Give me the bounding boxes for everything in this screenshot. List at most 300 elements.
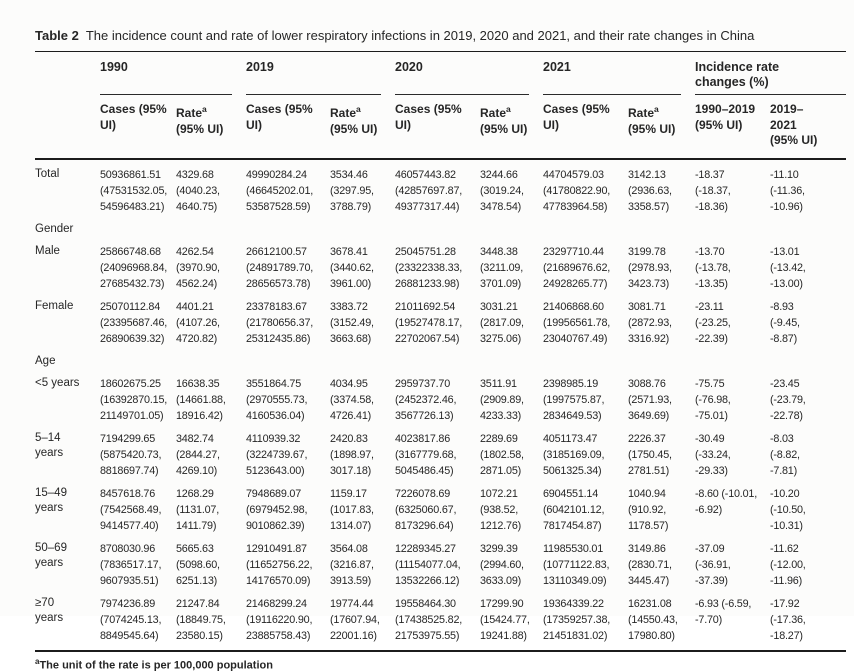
data-cell [330,244,395,292]
data-cell [246,431,330,479]
data-cell [770,244,846,292]
row-label [35,486,100,534]
cell-line: 3383.72 [330,299,395,315]
data-cell [246,486,330,534]
data-cell [330,541,395,589]
data-cell [543,596,628,644]
table-row [35,596,846,644]
cell-line: (2817.09, [480,315,543,331]
data-cell [246,244,330,292]
cell-line: (3970.90, [176,260,246,276]
cell-line: 2959737.70 [395,376,480,392]
cell-line: 1178.57) [628,518,695,534]
data-cell [628,376,695,424]
cases-header [100,102,176,149]
cell-line: (21780656.37, [246,315,330,331]
data-cell [543,486,628,534]
cell-line: 23297710.44 [543,244,628,260]
cell-line: 23580.15) [176,628,246,644]
cell-line: 19774.44 [330,596,395,612]
cell-line: 3358.57) [628,199,695,215]
data-cell [100,244,176,292]
cell-line: 46057443.82 [395,167,480,183]
cell-line: (41780822.90, [543,183,628,199]
cell-line: (938.52, [480,502,543,518]
cell-line: 7817454.87) [543,518,628,534]
cell-line: Age [35,353,846,369]
cell-line: (2978.93, [628,260,695,276]
table-title-row [35,28,846,44]
cell-line: 9607935.51) [100,573,176,589]
cell-line: -75.75 [695,376,770,392]
year-header-2019 [246,58,381,95]
cell-line: 1212.76) [480,518,543,534]
cell-line: 8708030.96 [100,541,176,557]
cell-line: 23040767.49) [543,331,628,347]
change-2019-2021-header [770,102,846,149]
cell-line: 3567726.13) [395,408,480,424]
year-header-1990 [100,58,232,95]
cell-line: -13.01 [770,244,846,260]
data-cell [480,376,543,424]
cell-line: 3149.86 [628,541,695,557]
cell-line: -18.36) [695,199,770,215]
cell-line: -37.09 [695,541,770,557]
cell-line: 2420.83 [330,431,395,447]
cell-line: 50936861.51 [100,167,176,183]
cases-header [246,102,330,149]
cell-line: 3701.09) [480,276,543,292]
cell-line: -75.01) [695,408,770,424]
cell-line: (7542568.49, [100,502,176,518]
data-cell [100,486,176,534]
cell-line: 17299.90 [480,596,543,612]
cell-line: (4107.26, [176,315,246,331]
cell-line: 4720.82) [176,331,246,347]
cell-line: 26612100.57 [246,244,330,260]
table-row [35,541,846,589]
cell-line: (3297.95, [330,183,395,199]
rate-header [176,102,246,149]
table-row [35,486,846,534]
rate-header [480,102,543,149]
cell-line: (3216.87, [330,557,395,573]
data-cell [176,431,246,479]
cell-line: 4110939.32 [246,431,330,447]
cell-line: years [35,611,97,627]
cell-line: Incidence rate [695,60,846,75]
cell-line: -29.33) [695,463,770,479]
cell-line: 22001.16) [330,628,395,644]
row-label [35,431,100,479]
table-row [35,244,846,292]
cell-line: 3199.78 [628,244,695,260]
data-cell [100,376,176,424]
table-row [35,431,846,479]
data-cell [480,596,543,644]
cell-line: 25045751.28 [395,244,480,260]
cell-line: 4160536.04) [246,408,330,424]
row-label [35,596,100,644]
cell-line: (47531532.05, [100,183,176,199]
section-row-gender [35,221,846,237]
cell-line: 3482.74 [176,431,246,447]
cell-line: 21468299.24 [246,596,330,612]
cell-line: (-11.36, [770,183,846,199]
data-cell [395,596,480,644]
change-1990-2019-header [695,102,770,149]
cell-line: -30.49 [695,431,770,447]
cell-line: (2872.93, [628,315,695,331]
rate-superscript: a [654,104,659,114]
cell-line: -8.03 [770,431,846,447]
data-cell [628,299,695,347]
cell-line: (46645202.01, [246,183,330,199]
data-cell [100,596,176,644]
cell-line: years [35,556,97,572]
cell-line: UI) [395,118,480,134]
data-cell [628,541,695,589]
cell-line: -7.81) [770,463,846,479]
cell-line: Male [35,244,97,260]
cell-line: (11154077.04, [395,557,480,573]
rate-header [628,102,695,149]
data-cell [770,541,846,589]
cell-line: 3534.46 [330,167,395,183]
cell-line [330,102,395,122]
cell-line: (2970555.73, [246,392,330,408]
cell-line: -18.27) [770,628,846,644]
cell-line: (7836517.17, [100,557,176,573]
cell-line: (95% UI) [770,133,846,149]
cell-line: UI) [543,118,628,134]
data-cell [395,486,480,534]
cell-line: (-23.79, [770,392,846,408]
cell-line: -8.60 (-10.01, [695,486,770,502]
cell-line: 12910491.87 [246,541,330,557]
data-cell [480,299,543,347]
data-cell [480,244,543,292]
rate-label: Rate [480,106,506,120]
cell-line: (-9.45, [770,315,846,331]
cell-line: (19956561.78, [543,315,628,331]
column-header-row [35,95,846,158]
cell-line: 5–14 [35,431,97,447]
cell-line: (2830.71, [628,557,695,573]
cell-line: 4640.75) [176,199,246,215]
cell-line: 7194299.65 [100,431,176,447]
cell-line: 3244.66 [480,167,543,183]
data-cell [770,376,846,424]
cell-line: 7226078.69 [395,486,480,502]
data-cell [176,486,246,534]
cell-line: 53587528.59) [246,199,330,215]
cell-line: (1802.58, [480,447,543,463]
cell-line: 2020 [395,60,529,75]
cell-line: 18916.42) [176,408,246,424]
cell-line: (-10.50, [770,502,846,518]
cell-line: 2398985.19 [543,376,628,392]
rate-label: Rate [176,106,202,120]
cell-line: 19558464.30 [395,596,480,612]
cell-line: (-17.36, [770,612,846,628]
cell-line: 21406868.60 [543,299,628,315]
cell-line: -10.31) [770,518,846,534]
table-body [35,167,846,644]
cell-line: 23885758.43) [246,628,330,644]
cell-line: -11.62 [770,541,846,557]
cell-line: Cases (95% [543,102,628,118]
cell-line: (-33.24, [695,447,770,463]
cell-line: 7948689.07 [246,486,330,502]
cell-line: (11652756.22, [246,557,330,573]
cell-line: -22.78) [770,408,846,424]
cell-line: 3017.18) [330,463,395,479]
cell-line: 3423.73) [628,276,695,292]
row-label [35,299,100,347]
cell-line: (2571.93, [628,392,695,408]
cell-line: ≥70 [35,596,97,612]
data-cell [100,541,176,589]
cell-line: 2019– [770,102,846,118]
data-cell [330,299,395,347]
year-header-2021 [543,58,681,95]
data-cell [628,244,695,292]
cell-line: 1990–2019 [695,102,770,118]
cell-line: (1017.83, [330,502,395,518]
data-cell [695,486,770,534]
cell-line: 19364339.22 [543,596,628,612]
cell-line: 1268.29 [176,486,246,502]
cell-line: 1040.94 [628,486,695,502]
data-cell [480,167,543,215]
cell-line: -10.96) [770,199,846,215]
cell-line: (42857697.87, [395,183,480,199]
data-cell [770,486,846,534]
cell-line: -23.11 [695,299,770,315]
data-cell [246,299,330,347]
cell-line: <5 years [35,376,97,392]
data-cell [395,431,480,479]
rate-label: Rate [330,106,356,120]
cell-line: 4262.54 [176,244,246,260]
cell-line: -8.93 [770,299,846,315]
cell-line: (6325060.67, [395,502,480,518]
cell-line: 3913.59) [330,573,395,589]
title-rule [35,51,846,52]
cell-line: 4329.68 [176,167,246,183]
rate-superscript: a [202,104,207,114]
data-cell [770,167,846,215]
cell-line: 7974236.89 [100,596,176,612]
cell-line: Cases (95% [395,102,480,118]
cell-line: Gender [35,221,846,237]
cell-line: 2289.69 [480,431,543,447]
cell-line: (2909.89, [480,392,543,408]
cell-line: (15424.77, [480,612,543,628]
footnote-marker: a [35,657,39,666]
cell-line: (6979452.98, [246,502,330,518]
cell-line: 8849545.64) [100,628,176,644]
cell-line: 5123643.00) [246,463,330,479]
rate-header [330,102,395,149]
cell-line: (18849.75, [176,612,246,628]
cell-line: 25866748.68 [100,244,176,260]
cell-line: 4269.10) [176,463,246,479]
cell-line: (14661.88, [176,392,246,408]
table-row [35,167,846,215]
data-cell [695,376,770,424]
rate-superscript: a [506,104,511,114]
cell-line: 1411.79) [176,518,246,534]
cell-line: (3224739.67, [246,447,330,463]
cell-line: -22.39) [695,331,770,347]
cell-line: Cases (95% [246,102,330,118]
cell-line: (16392870.15, [100,392,176,408]
data-cell [176,299,246,347]
cell-line: (-12.00, [770,557,846,573]
row-label [35,244,100,292]
cell-line: 50–69 [35,541,97,557]
data-cell [330,167,395,215]
data-cell [330,431,395,479]
cell-line: 3142.13 [628,167,695,183]
data-cell [395,541,480,589]
data-cell [770,596,846,644]
cell-line [176,102,246,122]
cell-line: (95% UI) [628,122,695,138]
data-cell [480,486,543,534]
cell-line: 4034.95 [330,376,395,392]
cell-line: 8457618.76 [100,486,176,502]
cell-line: (-18.37, [695,183,770,199]
cell-line: 21011692.54 [395,299,480,315]
cell-line: 3551864.75 [246,376,330,392]
cell-line: 4051173.47 [543,431,628,447]
cell-line: (-36.91, [695,557,770,573]
cell-line: (23322338.33, [395,260,480,276]
data-cell [246,376,330,424]
cell-line: 15–49 [35,486,97,502]
cell-line: changes (%) [695,75,846,90]
cases-header [543,102,628,149]
data-cell [543,244,628,292]
cell-line: (10771122.83, [543,557,628,573]
cell-line: 3445.47) [628,573,695,589]
cell-line: (17359257.38, [543,612,628,628]
cell-line: 21149701.05) [100,408,176,424]
cell-line: -10.20 [770,486,846,502]
data-cell [246,167,330,215]
cell-line: 3564.08 [330,541,395,557]
year-group-header-row [35,58,846,95]
row-label-spacer [35,102,100,149]
data-cell [628,486,695,534]
cell-line: 16638.35 [176,376,246,392]
cell-line: (24891789.70, [246,260,330,276]
cell-line: 54596483.21) [100,199,176,215]
cell-line: 47783964.58) [543,199,628,215]
cell-line: 2021 [543,60,681,75]
cell-line: 1990 [100,60,232,75]
data-cell [330,376,395,424]
cell-line: (2844.27, [176,447,246,463]
cell-line: (3374.58, [330,392,395,408]
cell-line: 3316.92) [628,331,695,347]
data-cell [395,167,480,215]
data-cell [246,541,330,589]
footnote-text: The unit of the rate is per 100,000 population [39,659,273,671]
cell-line: years [35,501,97,517]
cell-line: (19116220.90, [246,612,330,628]
cell-line: 28656573.78) [246,276,330,292]
cell-line: 6251.13) [176,573,246,589]
cell-line: 2021 [770,118,846,134]
cell-line: 4726.41) [330,408,395,424]
data-cell [395,376,480,424]
cell-line: (17438525.82, [395,612,480,628]
cell-line: 3961.00) [330,276,395,292]
cell-line: (24096968.84, [100,260,176,276]
cell-line: 9010862.39) [246,518,330,534]
cell-line: 11985530.01 [543,541,628,557]
data-cell [480,431,543,479]
cell-line: 4562.24) [176,276,246,292]
cell-line: 3448.38 [480,244,543,260]
cell-line: -11.10 [770,167,846,183]
cell-line: 24928265.77) [543,276,628,292]
cell-line: 12289345.27 [395,541,480,557]
cell-line: (95% UI) [330,122,395,138]
cell-line: UI) [100,118,176,134]
data-cell [330,486,395,534]
cell-line: (3019.24, [480,183,543,199]
cell-line: 49990284.24 [246,167,330,183]
cell-line: 23378183.67 [246,299,330,315]
cell-line: 13110349.09) [543,573,628,589]
cell-line: -23.45 [770,376,846,392]
cell-line: 4023817.86 [395,431,480,447]
cell-line: (5098.60, [176,557,246,573]
cell-line: 2871.05) [480,463,543,479]
data-cell [695,244,770,292]
cell-line: (3167779.68, [395,447,480,463]
cell-line: 2834649.53) [543,408,628,424]
data-cell [543,299,628,347]
data-cell [246,596,330,644]
cell-line: (1750.45, [628,447,695,463]
cell-line: 3088.76 [628,376,695,392]
cell-line: 3649.69) [628,408,695,424]
data-cell [543,431,628,479]
footnote [35,652,846,672]
cell-line: -7.70) [695,612,770,628]
data-cell [176,376,246,424]
cell-line: -13.00) [770,276,846,292]
cell-line: 1159.17 [330,486,395,502]
cell-line: 25070112.84 [100,299,176,315]
cell-line: (2994.60, [480,557,543,573]
cell-line: Female [35,299,97,315]
data-cell [628,596,695,644]
cell-line: 4233.33) [480,408,543,424]
cell-line: 6904551.14 [543,486,628,502]
cell-line: 26890639.32) [100,331,176,347]
cell-line: -17.92 [770,596,846,612]
cell-line: (3152.49, [330,315,395,331]
cell-line: 3031.21 [480,299,543,315]
cell-line [628,102,695,122]
